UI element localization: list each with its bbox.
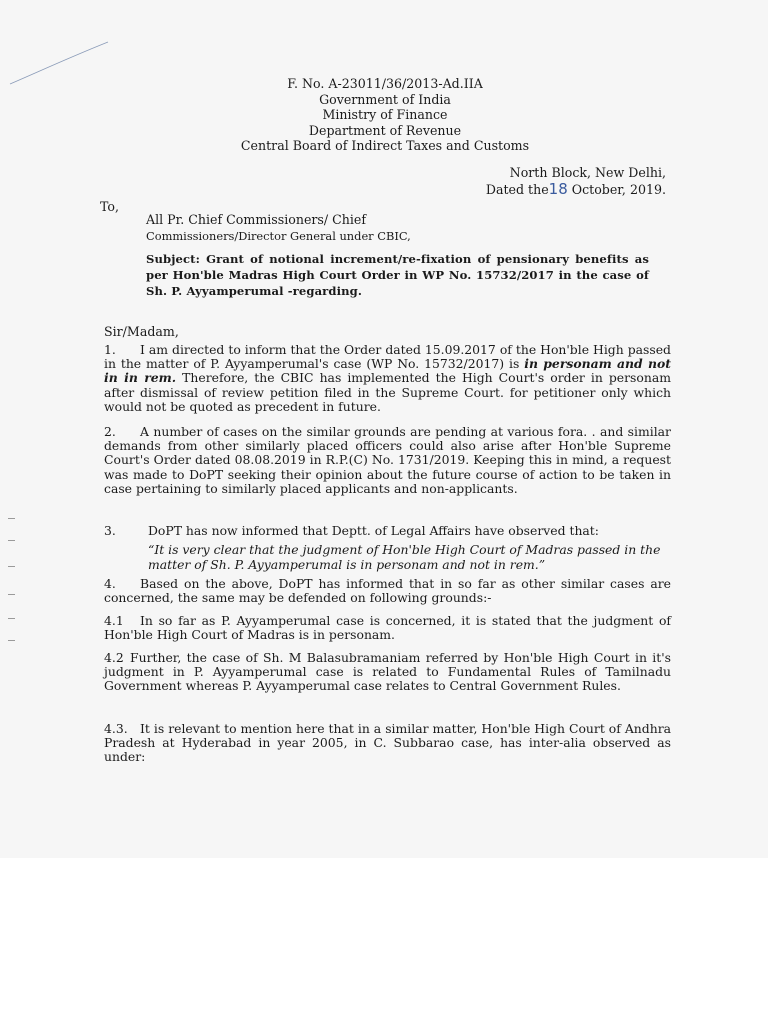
paragraph-number: 2.: [104, 424, 116, 439]
paragraph-number: 4.3.: [104, 721, 128, 736]
paragraph-text: DoPT has now informed that Deptt. of Legal Affairs have observed that:: [148, 523, 599, 538]
legal-affairs-quote: “It is very clear that the judgment of Hon'ble High Court of Madras passed in the matter of Sh. P. Ayyamperumal is in personam and not in rem.”: [148, 542, 661, 572]
paragraph-4: [104, 577, 671, 605]
paragraph-4-3: [104, 722, 671, 765]
department-line: Department of Revenue: [308, 122, 462, 138]
paragraph-1: [104, 343, 671, 414]
place-date-block: [470, 165, 666, 198]
paragraph-4-1: [104, 614, 671, 642]
file-number: F. No. A-23011/36/2013-Ad.IIA: [287, 76, 483, 91]
binding-hole-mark: [8, 540, 15, 541]
paragraph-text: In so far as P. Ayyamperumal case is concerned, it is stated that the judgment of Hon'ble High Court of Madras is in personam.: [104, 613, 671, 643]
date-prefix: Dated the: [485, 182, 549, 197]
paragraph-4-2: [104, 651, 671, 694]
paragraph-lead: I am directed to inform that the Order dated 15.09.2017 of the Hon'ble High passed in the matter of P. Ayyamperumal's case (WP No. 15732/2017) is: [104, 342, 671, 372]
binding-hole-mark: [8, 640, 15, 641]
ministry-line: Ministry of Finance: [322, 107, 448, 122]
paragraph-text: It is relevant to mention here that in a similar matter, Hon'ble High Court of Andhra Pradesh at Hyderabad in year 2005, in C. Subbarao case, has inter-alia observed as under:: [104, 721, 671, 765]
binding-hole-mark: [8, 618, 15, 619]
pen-stroke-mark: [8, 40, 110, 86]
letter-header: [150, 76, 620, 154]
paragraph-number: 1.: [104, 342, 116, 357]
emphasis-in-personam: in personam and not in in rem.: [104, 356, 671, 386]
date-suffix: October, 2019.: [571, 182, 666, 197]
board-line: Central Board of Indirect Taxes and Customs: [240, 138, 530, 153]
to-label: To,: [100, 199, 120, 214]
addressee-line-1: All Pr. Chief Commissioners/ Chief: [146, 212, 367, 227]
paragraph-2: [104, 425, 671, 496]
paragraph-3: [104, 524, 671, 538]
handwritten-day: 18: [548, 180, 568, 198]
government-line: Government of India: [319, 91, 451, 107]
salutation: Sir/Madam,: [104, 324, 179, 339]
addressee-line-2: Commissioners/Director General under CBIC,: [146, 229, 411, 243]
paragraph-number: 4.1: [104, 613, 124, 628]
paragraph-number: 4.2: [104, 650, 124, 665]
paragraph-number: 3.: [104, 523, 116, 538]
location-line: North Block, New Delhi,: [509, 165, 666, 180]
paragraph-text: Based on the above, DoPT has informed that in so far as other similar cases are concerned, the same may be defended on following grounds:-: [104, 576, 671, 606]
paragraph-rest: Therefore, the CBIC has implemented the High Court's order in personam after dismissal of review petition filed in the Supreme Court. for petitioner only which would not be quoted as precedent in future.: [104, 370, 671, 414]
binding-hole-mark: [8, 566, 15, 567]
paragraph-number: 4.: [104, 576, 116, 591]
date-line: [470, 181, 666, 198]
binding-hole-mark: [8, 518, 15, 519]
subject-line: Subject: Grant of notional increment/re-fixation of pensionary benefits as per Hon'ble Madras High Court Order in WP No. 15732/2017 in the case of Sh. P. Ayyamperumal -regarding.: [146, 252, 649, 298]
addressee-block: [146, 211, 646, 245]
paragraph-text: A number of cases on the similar grounds are pending at various fora. . and similar demands from other similarly placed officers could also arise after Hon'ble Supreme Court's Order dated 08.08.2019 in R.P.(C) No. 1731/2019. Keeping this in mind, a request was made to DoPT seeking their opinion about the future course of action to be taken in case pertaining to similarly placed applicants and non-applicants.: [104, 424, 671, 496]
binding-hole-mark: [8, 594, 15, 595]
paragraph-text: Further, the case of Sh. M Balasubramaniam referred by Hon'ble High Court in it's judgment in P. Ayyamperumal case is related to Fundamental Rules of Tamilnadu Government whereas P. Ayyamperumal case relates to Central Government Rules.: [104, 650, 671, 694]
